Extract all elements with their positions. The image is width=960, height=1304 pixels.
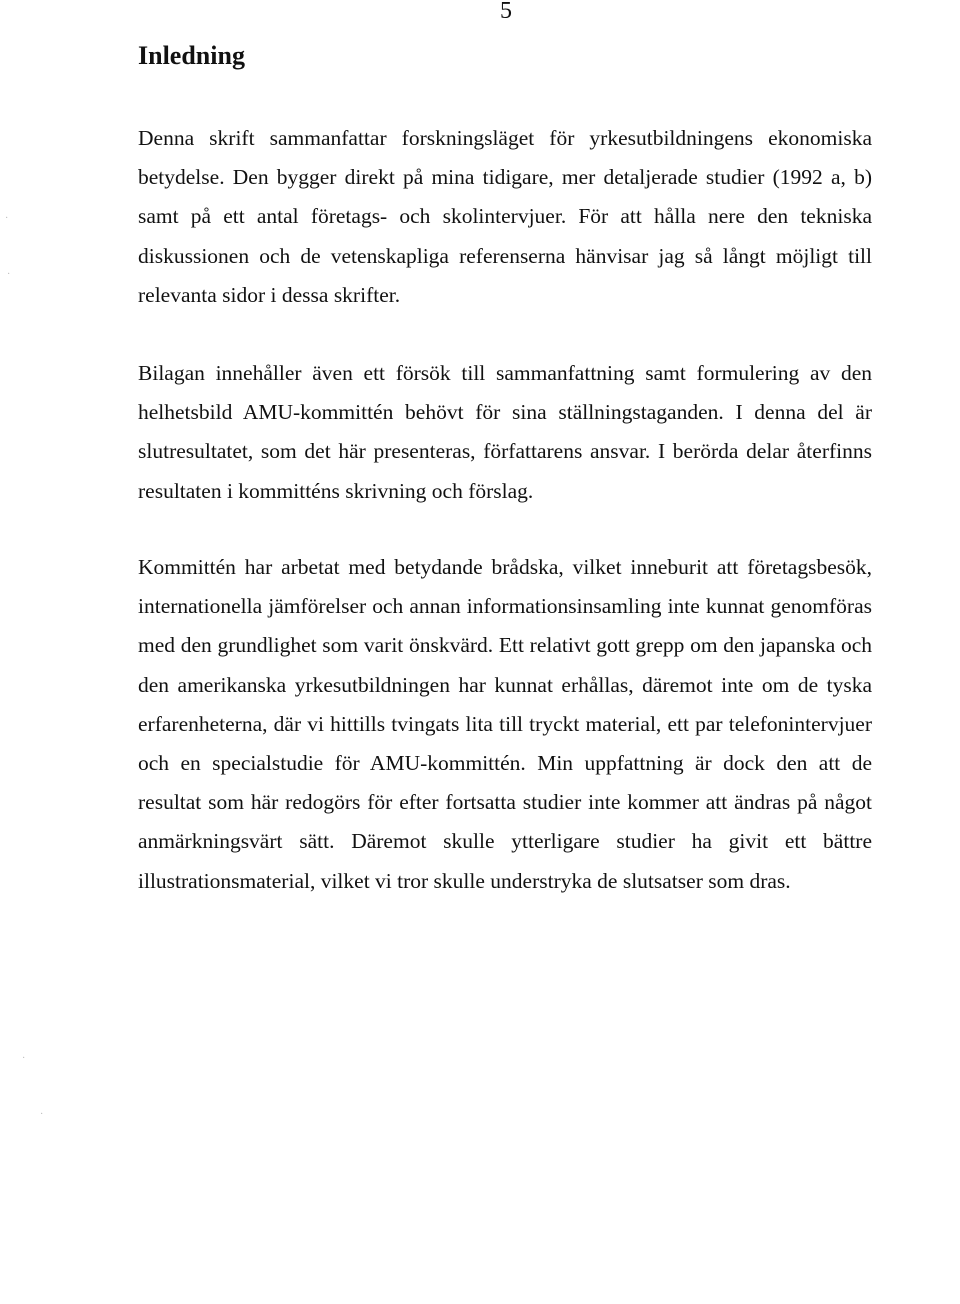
body-paragraph-1 xyxy=(138,119,872,315)
scan-mark: · xyxy=(40,1109,44,1120)
body-paragraph-2 xyxy=(138,354,872,511)
paragraph-text: Bilagan innehåller även ett försök till sammanfattning samt formulering av den helhetsbild AMU-kommittén behövt för sina ställningstaganden. I denna del är slutresultatet, som det här presenteras, författarens ansvar. I berörda delar återfinns resultaten i kommitténs skrivning och förslag. xyxy=(138,361,872,503)
scan-mark: · xyxy=(5,213,9,224)
scan-mark: · xyxy=(7,269,11,280)
paragraph-text: Denna skrift sammanfattar forskningsläget för yrkesutbildningens ekonomiska betydelse. Den bygger direkt på mina tidigare, mer detaljerade studier (1992 a, b) samt på ett antal företags- och skolintervjuer. För att hålla nere den tekniska diskussionen och de vetenskapliga referenserna hänvisar jag så långt möjligt till relevanta sidor i dessa skrifter. xyxy=(138,126,872,307)
page-title: Inledning xyxy=(138,41,245,70)
body-paragraph-3 xyxy=(138,548,872,901)
page-number: 5 xyxy=(500,0,512,24)
scan-mark: · xyxy=(22,1053,26,1064)
paragraph-text: Kommittén har arbetat med betydande brådska, vilket inneburit att företagsbesök, internationella jämförelser och annan informationsinsamling inte kunnat genomföras med den grundlighet som varit önskvärd. Ett relativt gott grepp om den japanska och den amerikanska yrkesutbildningen har kunnat erhållas, däremot inte om de tyska erfarenheterna, där vi hittills tvingats lita till tryckt material, ett par telefonintervjuer och en specialstudie för AMU-kommittén. Min uppfattning är dock den att de resultat som här redogörs för efter fortsatta studier inte kommer att ändras på något anmärkningsvärt sätt. Däremot skulle ytterligare studier ha givit ett bättre illustrationsmaterial, vilket vi tror skulle understryka de slutsatser som dras. xyxy=(138,555,872,893)
